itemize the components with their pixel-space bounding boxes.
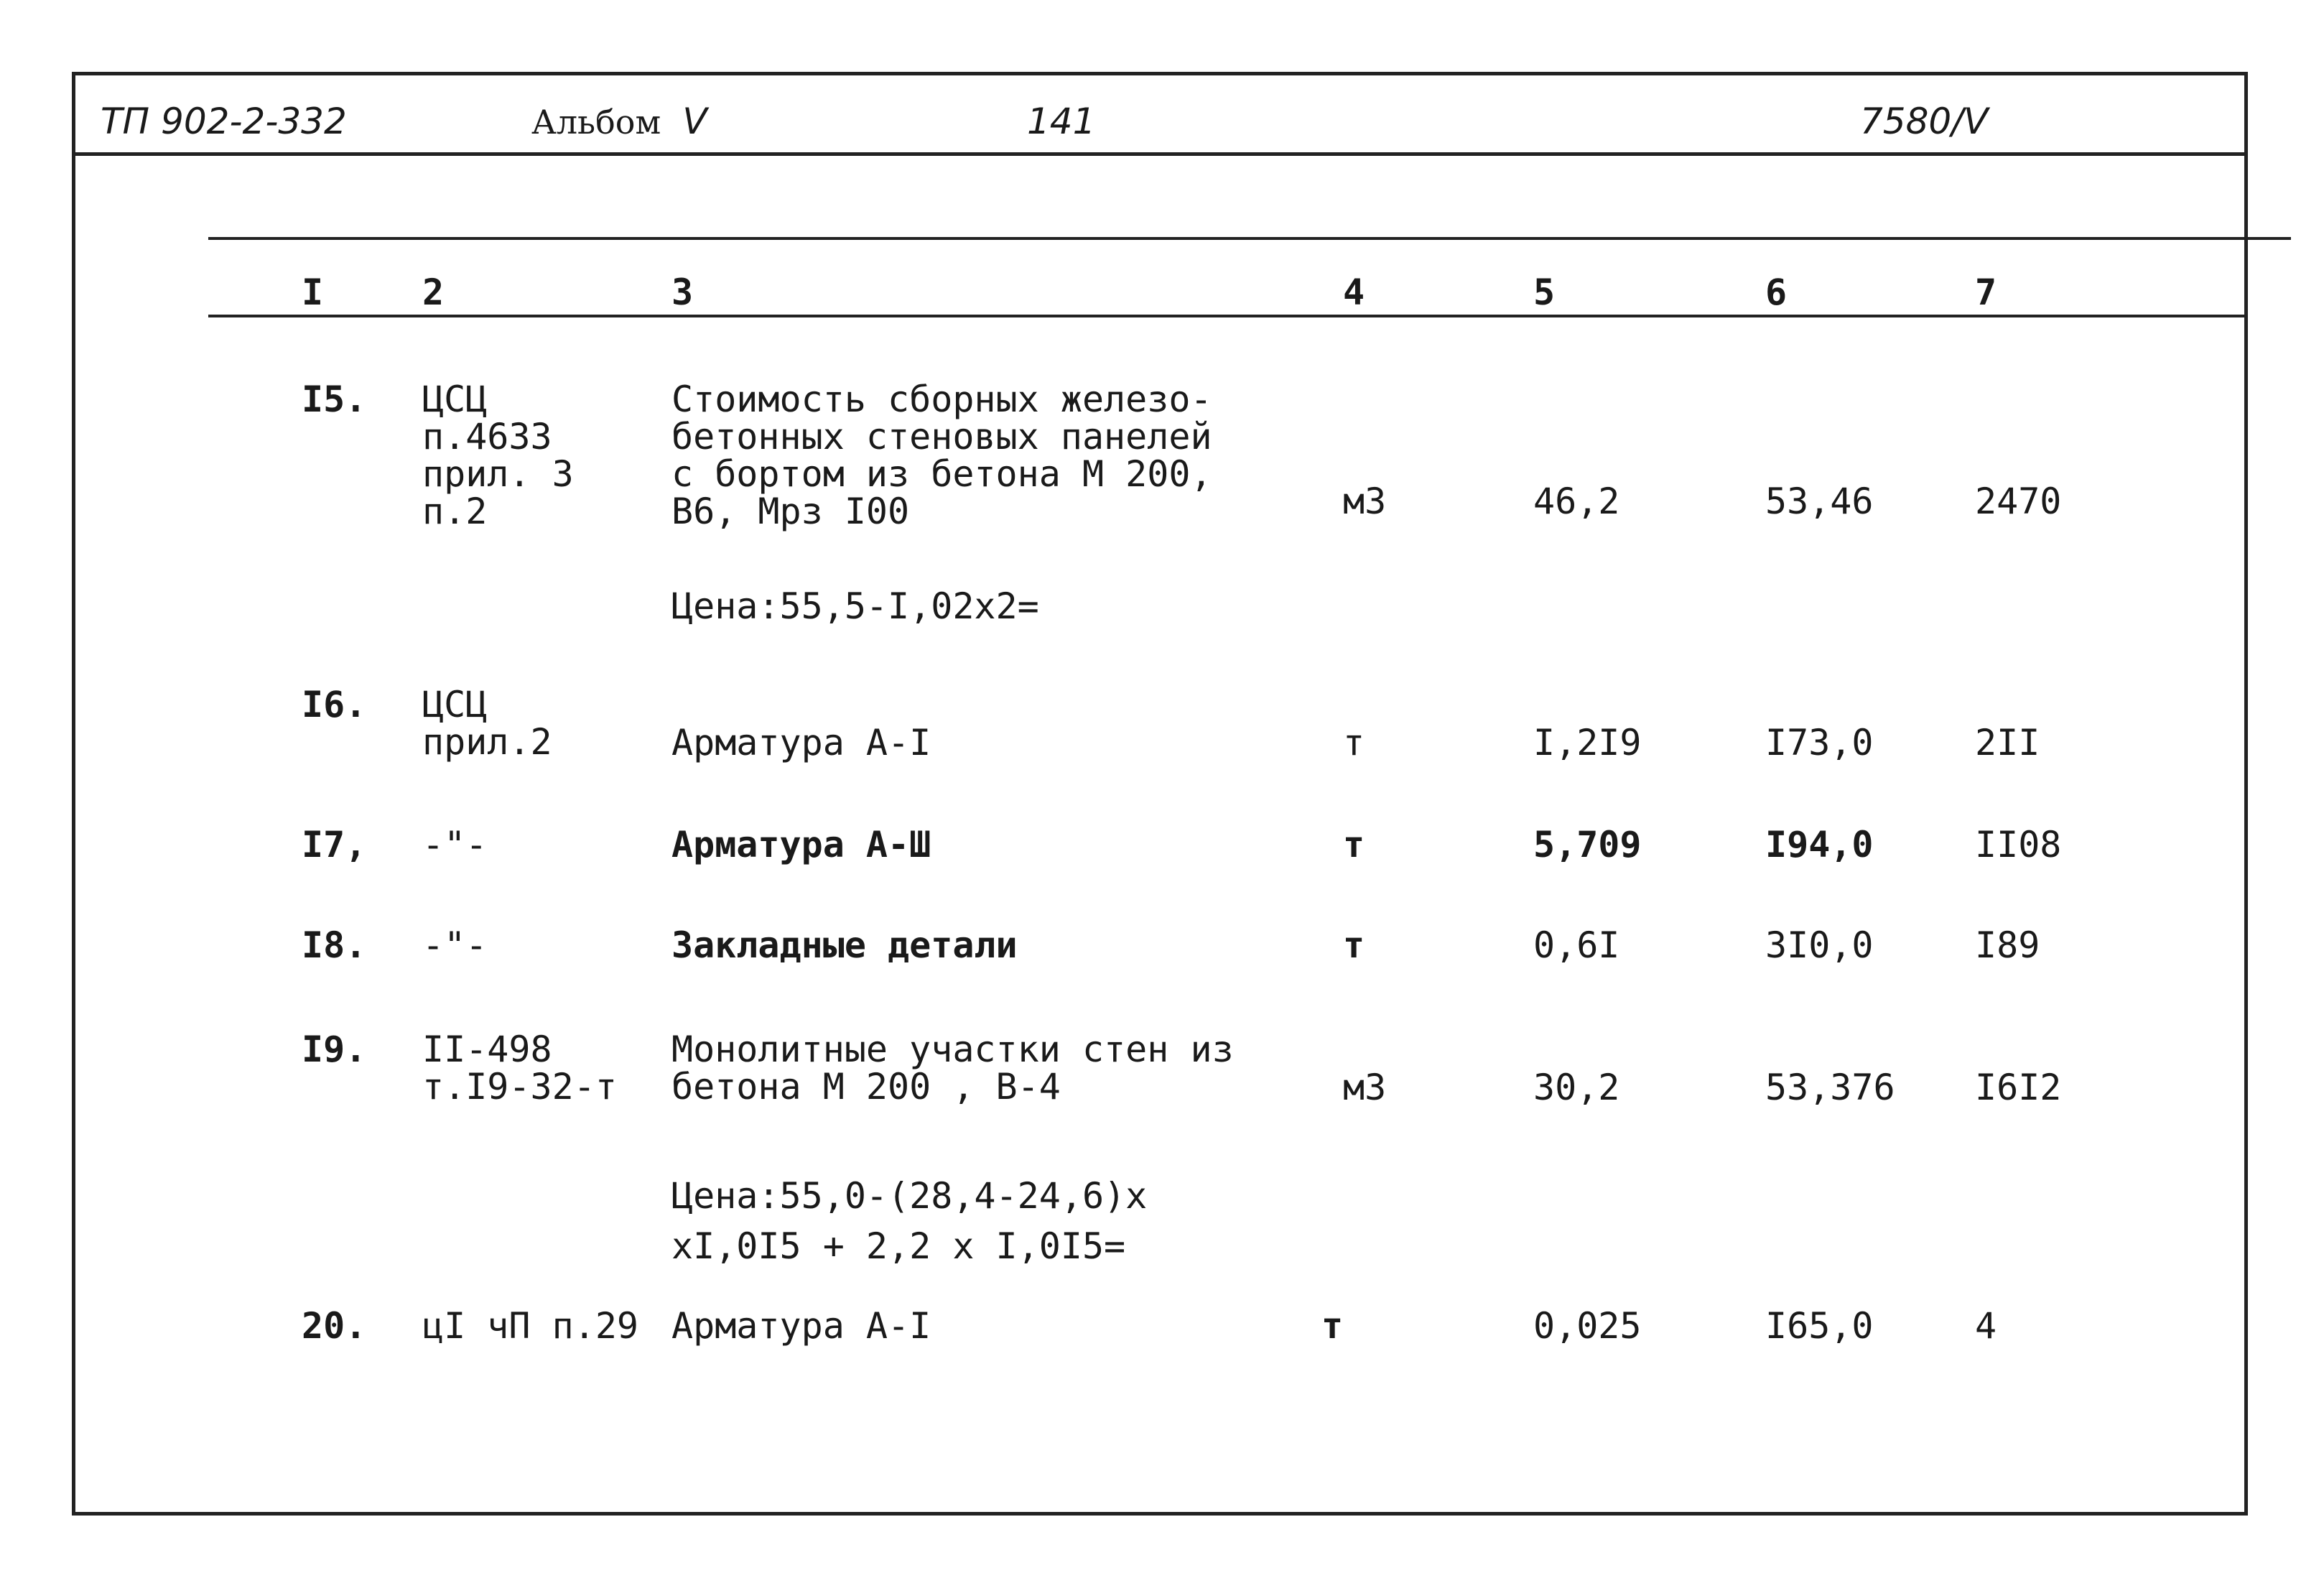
row-number: I9. xyxy=(302,1029,367,1070)
row-quantity: 0,025 xyxy=(1533,1305,1642,1347)
row-total: I89 xyxy=(1975,924,2040,966)
row-price: 53,376 xyxy=(1765,1067,1895,1108)
row-unit: м3 xyxy=(1343,1067,1387,1108)
row-total: 2470 xyxy=(1975,481,2062,522)
row-number: I8. xyxy=(302,924,367,966)
column-number-5: 5 xyxy=(1533,271,1556,313)
project-code: ТП 902-2-332 xyxy=(101,101,347,142)
row-quantity: 30,2 xyxy=(1533,1067,1620,1108)
table-top-rule xyxy=(208,237,2291,240)
row-description: Монолитные участки стен из бетона М 200 , В-4 xyxy=(671,1029,1234,1108)
page-number: 141 xyxy=(1027,101,1096,142)
row-total: 4 xyxy=(1975,1305,1997,1347)
row-number: I7, xyxy=(302,824,367,865)
row-number: 20. xyxy=(302,1305,367,1347)
row-reference: цI чП п.29 xyxy=(422,1305,639,1347)
row-price: 53,46 xyxy=(1765,481,1874,522)
row-description: Закладные детали xyxy=(671,924,1018,966)
album-number: V xyxy=(682,101,707,142)
row-reference: -"- xyxy=(422,924,488,966)
row-price-note: Цена:55,0-(28,4-24,6)х хI,0I5 + 2,2 х I,0I5= xyxy=(671,1175,1148,1267)
album-label: Альбом xyxy=(531,103,661,141)
page-frame xyxy=(72,72,2248,1516)
column-number-7: 7 xyxy=(1975,271,1997,313)
row-price-note: Цена:55,5-I,02х2= xyxy=(671,585,1039,627)
row-reference: ЦСЦ прил.2 xyxy=(422,684,552,763)
column-number-3: 3 xyxy=(671,271,694,313)
row-total: II08 xyxy=(1975,824,2062,865)
column-number-1: I xyxy=(302,271,324,313)
album-label-group xyxy=(531,101,707,142)
row-quantity: 0,6I xyxy=(1533,924,1620,966)
row-unit: т xyxy=(1321,1305,1344,1347)
row-quantity: 46,2 xyxy=(1533,481,1620,522)
row-total: 2II xyxy=(1975,722,2040,764)
row-price: I73,0 xyxy=(1765,722,1874,764)
row-unit: т xyxy=(1343,722,1365,764)
row-price: I65,0 xyxy=(1765,1305,1874,1347)
row-number: I6. xyxy=(302,684,367,725)
row-number: I5. xyxy=(302,379,367,420)
row-reference: II-498 т.I9-32-т xyxy=(422,1029,617,1108)
row-reference: -"- xyxy=(422,824,488,865)
column-number-6: 6 xyxy=(1765,271,1788,313)
row-quantity: I,2I9 xyxy=(1533,722,1642,764)
document-code: 7580/V xyxy=(1860,101,1989,142)
header-rule xyxy=(72,152,2248,156)
row-unit: т xyxy=(1343,924,1365,966)
row-description: Арматура А-I xyxy=(671,1305,931,1347)
row-description: Арматура А-I xyxy=(671,722,931,764)
row-description: Арматура А-Ш xyxy=(671,824,931,865)
column-header-rule xyxy=(208,315,2248,317)
row-unit: т xyxy=(1343,824,1365,865)
row-unit: м3 xyxy=(1343,481,1387,522)
column-number-2: 2 xyxy=(422,271,445,313)
row-description: Стоимость сборных железо- бетонных стеновых панелей с бортом из бетона М 200, В6, Мрз I00 xyxy=(671,379,1212,532)
row-price: 3I0,0 xyxy=(1765,924,1874,966)
column-number-4: 4 xyxy=(1343,271,1365,313)
row-total: I6I2 xyxy=(1975,1067,2062,1108)
row-reference: ЦСЦ п.4633 прил. 3 п.2 xyxy=(422,379,574,532)
row-quantity: 5,709 xyxy=(1533,824,1642,865)
row-price: I94,0 xyxy=(1765,824,1874,865)
